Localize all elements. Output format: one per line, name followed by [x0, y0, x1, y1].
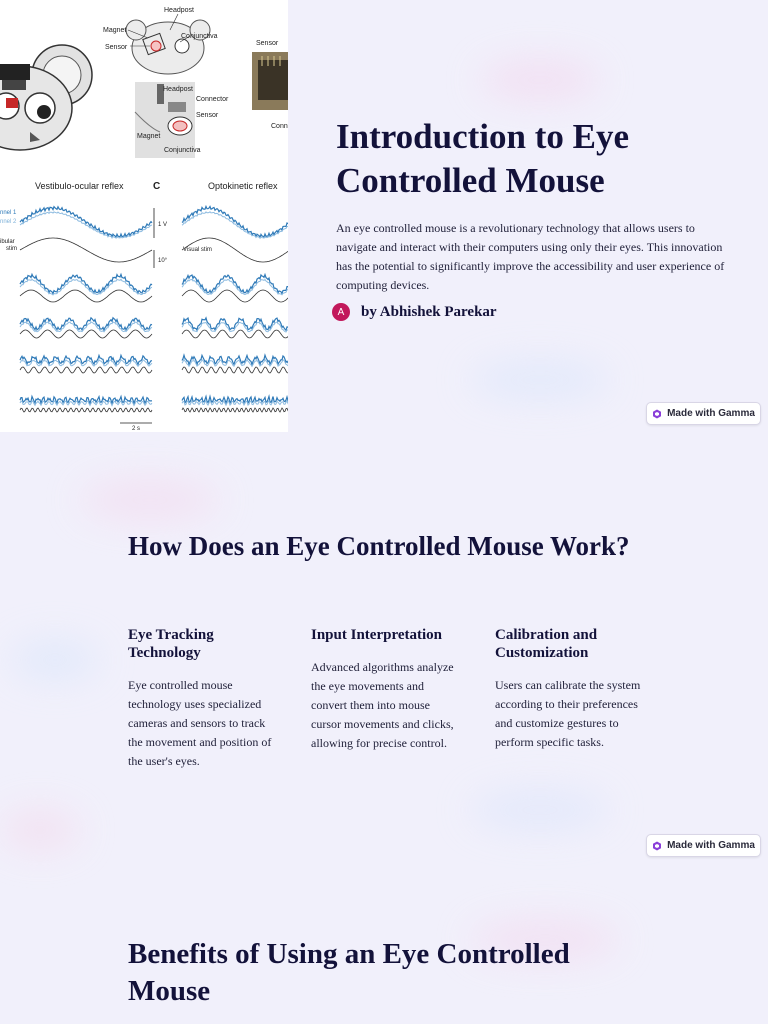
- reflex-trace: [182, 207, 288, 238]
- slide-intro: [0, 0, 768, 432]
- figure-label: ibular: [0, 239, 15, 245]
- reflex-trace: [20, 290, 152, 302]
- reflex-trace: [20, 207, 152, 238]
- gamma-logo-icon: [652, 409, 662, 419]
- figure-label: stim: [6, 246, 17, 252]
- feature-text: Advanced algorithms analyze the eye movements and convert them into mouse cursor movements and clicks, allowing for precise control.: [311, 660, 454, 750]
- feature-title: Input Interpretation: [311, 627, 442, 643]
- figure-panel-title: Optokinetic reflex: [208, 181, 278, 191]
- feature-column-input-interpretation: [311, 626, 461, 753]
- figure-label: 2 s: [132, 426, 141, 432]
- author-name: by Abhishek Parekar: [361, 303, 497, 320]
- figure-panel-title: Vestibulo-ocular reflex: [35, 181, 124, 191]
- feature-title: Eye Tracking Technology: [128, 627, 214, 661]
- figure-label: Conjunctiva: [181, 33, 218, 40]
- reflex-trace: [182, 408, 288, 412]
- reflex-trace: [20, 212, 152, 238]
- feature-column-calibration: [495, 626, 645, 752]
- figure-label: Headpost: [163, 86, 193, 93]
- gamma-logo-icon: [652, 841, 662, 851]
- feature-column-eye-tracking: [128, 626, 278, 771]
- figure-label: Sensor: [256, 40, 279, 47]
- figure-label: 1 V: [158, 222, 168, 228]
- figure-panel-letter: C: [153, 181, 161, 192]
- figure-label: Sensor: [196, 112, 219, 119]
- figure-label: Connector: [196, 96, 229, 103]
- reflex-trace: [182, 290, 288, 302]
- figure-label: Visual stim: [183, 247, 212, 253]
- reflex-trace: [20, 238, 152, 262]
- figure-label: Conjunctiva: [164, 147, 201, 154]
- made-with-gamma-button[interactable]: [646, 402, 761, 425]
- section-title: How Does an Eye Controlled Mouse Work?: [128, 531, 630, 561]
- avatar: A: [332, 303, 350, 321]
- feature-title: Calibration and Customization: [495, 627, 598, 661]
- figure-label: nnel 1: [0, 210, 17, 216]
- feature-text: Eye controlled mouse technology uses specialized cameras and sensors to track the movement and position of the user's eyes.: [128, 678, 272, 768]
- reflex-trace: [182, 330, 288, 338]
- mouse-head-illustration: [0, 45, 92, 150]
- slide-benefits: [0, 864, 768, 1024]
- figure-label: 10°: [158, 258, 168, 264]
- figure-label: Magnet: [137, 133, 161, 140]
- reflex-trace: [182, 367, 288, 373]
- figure-label: nnel 2: [0, 219, 17, 225]
- figure-label: Magnet: [103, 27, 127, 34]
- figure-label: Headpost: [164, 7, 194, 14]
- author-line: [332, 303, 497, 321]
- reflex-trace: [20, 408, 152, 412]
- reflex-trace: [20, 367, 152, 373]
- badge-label: Made with Gamma: [667, 840, 755, 851]
- section-title: Benefits of Using an Eye Controlled Mouse: [128, 938, 570, 1007]
- page-title: Introduction to Eye Controlled Mouse: [336, 117, 629, 200]
- badge-label: Made with Gamma: [667, 408, 755, 419]
- mouse-top-illustration: [126, 14, 210, 74]
- slide-how-it-works: [0, 432, 768, 864]
- eye-tracking-figure-svg: [0, 0, 288, 432]
- sensor-photo: [252, 52, 288, 110]
- made-with-gamma-button[interactable]: [646, 834, 761, 857]
- figure-label: Sensor: [105, 44, 128, 51]
- feature-text: Users can calibrate the system according to their preferences and customize gestures to perform specific tasks.: [495, 678, 641, 749]
- intro-description: An eye controlled mouse is a revolutionary technology that allows users to navigate and interact with their computers using only their eyes. This innovation has the potential to significantly improve the accessibility and user experience of computing devices.: [336, 221, 725, 292]
- figure-label: Conn: [271, 123, 288, 130]
- reflex-trace: [20, 330, 152, 338]
- eye-tracking-figure: [0, 0, 288, 432]
